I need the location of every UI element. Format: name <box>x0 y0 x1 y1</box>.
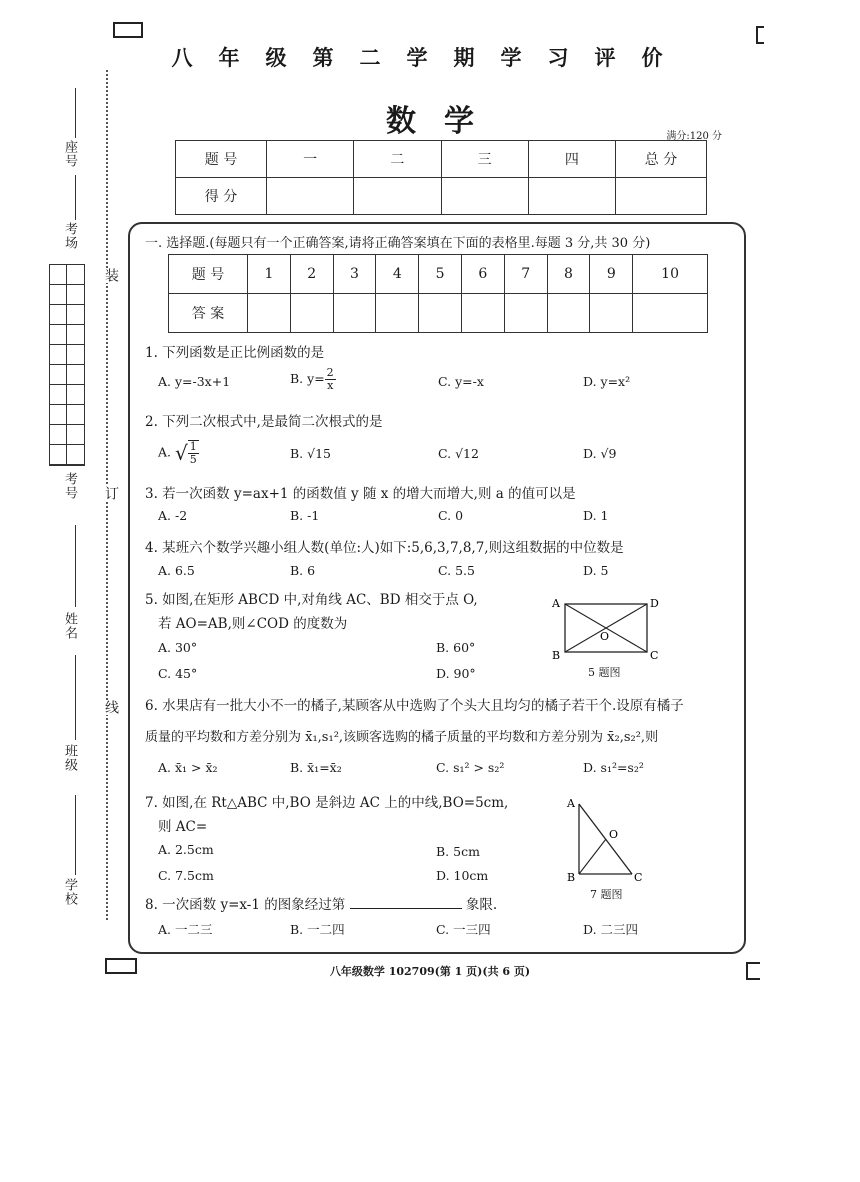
answer-number: 8 <box>547 255 590 294</box>
page-footer: 八年级数学 102709(第 1 页)(共 6 页) <box>329 965 531 978</box>
q4-option-a: A. 6.5 <box>158 563 195 578</box>
q2-option-a-prefix: A. <box>158 444 172 460</box>
answer-cell[interactable] <box>248 294 291 333</box>
q3-option-a: A. -2 <box>158 508 188 523</box>
q5-option-a: A. 30° <box>158 640 198 655</box>
q2-stem: 2. 下列二次根式中,是最简二次根式的是 <box>145 414 383 430</box>
q7-label-a: A <box>567 797 575 810</box>
corner-mark-top-left <box>113 22 143 38</box>
q4-option-c: C. 5.5 <box>438 563 475 578</box>
binding-char-zhuang: 装 <box>103 268 119 283</box>
score-cell[interactable] <box>616 178 707 215</box>
class-label: 班级 <box>62 744 77 772</box>
q8-option-a: A. 一二三 <box>158 922 213 937</box>
q2-option-a: A. √ $\frac{1}{5}$ <box>158 440 197 466</box>
name-label: 姓名 <box>62 612 77 640</box>
binding-char-ding: 订 <box>103 486 119 501</box>
answer-cell[interactable] <box>504 294 547 333</box>
seat-label: 座号 <box>62 140 77 168</box>
answer-cell[interactable] <box>333 294 376 333</box>
q3-option-d: D. 1 <box>583 508 609 523</box>
score-header-2: 二 <box>354 141 441 178</box>
q5-figure-caption: 5 题图 <box>588 666 621 679</box>
score-cell[interactable] <box>441 178 528 215</box>
answer-number: 3 <box>333 255 376 294</box>
q5-label-d: D <box>650 597 659 610</box>
score-cell[interactable] <box>267 178 354 215</box>
answer-number: 4 <box>376 255 419 294</box>
q2-fraction-num: 1 <box>189 440 197 453</box>
q8-answer-blank[interactable] <box>350 896 462 909</box>
q1-option-b-prefix: B. y= <box>290 371 325 386</box>
answer-number: 7 <box>504 255 547 294</box>
score-cell[interactable] <box>354 178 441 215</box>
q7-stem: 7. 如图,在 Rt△ABC 中,BO 是斜边 AC 上的中线,BO=5cm, <box>145 795 509 811</box>
q5-label-a: A <box>552 597 560 610</box>
q2-option-b: B. √15 <box>290 446 332 461</box>
answer-cell[interactable] <box>376 294 419 333</box>
exam-number-label: 考号 <box>62 472 77 500</box>
q7-option-a: A. 2.5cm <box>158 842 214 857</box>
q2-fraction <box>188 440 199 466</box>
q7-triangle-figure <box>562 792 652 886</box>
binding-char-xian: 线 <box>103 700 119 715</box>
q1-fraction-num: 2 <box>326 366 334 379</box>
answer-number: 6 <box>461 255 504 294</box>
room-label: 考场 <box>62 222 77 250</box>
answer-number: 9 <box>590 255 633 294</box>
q8-option-c: C. 一三四 <box>436 922 491 937</box>
q4-option-d: D. 5 <box>583 563 609 578</box>
q5-option-d: D. 90° <box>436 666 476 681</box>
exam-title: 八年级第二学期学习评价 <box>171 45 689 70</box>
q7-option-c: C. 7.5cm <box>158 868 214 883</box>
q7-label-b: B <box>567 871 576 884</box>
q7-label-c: C <box>634 871 643 884</box>
q5-label-c: C <box>650 649 659 662</box>
q5-stem: 5. 如图,在矩形 ABCD 中,对角线 AC、BD 相交于点 O, <box>145 592 478 608</box>
answer-cell[interactable] <box>633 294 708 333</box>
q3-stem: 3. 若一次函数 y=ax+1 的函数值 y 随 x 的增大而增大,则 a 的值可以是 <box>145 486 576 502</box>
q1-stem: 1. 下列函数是正比例函数的是 <box>145 345 325 361</box>
answer-cell[interactable] <box>547 294 590 333</box>
q7-stem-line2: 则 AC= <box>158 819 208 835</box>
q5-option-b: B. 60° <box>436 640 476 655</box>
answer-cell[interactable] <box>590 294 633 333</box>
section1-title: 一. 选择题.(每题只有一个正确答案,请将正确答案填在下面的表格里.每题 3 分,共 30 分) <box>145 236 651 251</box>
q5-stem-line2: 若 AO=AB,则∠COD 的度数为 <box>158 616 348 632</box>
score-row-label: 得 分 <box>176 178 267 215</box>
class-blank <box>75 655 76 740</box>
name-blank <box>75 525 76 607</box>
q8-option-d: D. 二三四 <box>583 922 639 937</box>
q7-option-b: B. 5cm <box>436 844 480 859</box>
school-blank <box>75 795 76 875</box>
full-score: 满分:120 分 <box>666 131 722 142</box>
school-label: 学校 <box>62 878 77 906</box>
answer-header-label: 题 号 <box>169 255 248 294</box>
q4-stem: 4. 某班六个数学兴趣小组人数(单位:人)如下:5,6,3,7,8,7,则这组数据的中位数是 <box>145 540 624 556</box>
q8-option-b: B. 一二四 <box>290 922 345 937</box>
q2-option-c: C. √12 <box>438 446 479 461</box>
exam-number-boxes <box>49 264 85 466</box>
subject-title: 数学 <box>386 104 502 139</box>
answer-number: 1 <box>248 255 291 294</box>
q1-option-a: A. y=-3x+1 <box>158 374 231 389</box>
q6-option-a: A. x̄₁ > x̄₂ <box>158 760 218 775</box>
answer-number: 10 <box>633 255 708 294</box>
score-header-4: 四 <box>528 141 615 178</box>
score-header-3: 三 <box>441 141 528 178</box>
q3-option-c: C. 0 <box>438 508 464 523</box>
q7-option-d: D. 10cm <box>436 868 489 883</box>
score-cell[interactable] <box>528 178 615 215</box>
score-table <box>175 140 707 215</box>
q5-label-b: B <box>552 649 561 662</box>
q6-option-d: D. s₁²=s₂² <box>583 760 644 775</box>
q1-fraction-den: x <box>327 379 334 392</box>
q8-stem-end: 象限. <box>465 897 498 913</box>
answer-number: 2 <box>290 255 333 294</box>
q6-stem-line2: 质量的平均数和方差分别为 x̄₁,s₁²,该顾客选购的橘子质量的平均数和方差分别为 x̄₂,s₂²,则 <box>145 730 659 745</box>
answer-cell[interactable] <box>419 294 462 333</box>
q7-label-o: O <box>609 828 619 841</box>
answer-table <box>168 254 708 333</box>
q6-stem: 6. 水果店有一批大小不一的橘子,某顾客从中选购了个头大且均匀的橘子若干个.设原有橘子 <box>145 698 684 714</box>
q1-fraction <box>325 367 336 392</box>
q1-option-d: D. y=x² <box>583 374 631 389</box>
q6-option-b: B. x̄₁=x̄₂ <box>290 760 342 775</box>
q5-label-o: O <box>600 630 610 643</box>
score-header-1: 一 <box>267 141 354 178</box>
q1-option-c: C. y=-x <box>438 374 484 389</box>
q5-option-c: C. 45° <box>158 666 198 681</box>
q1-option-b <box>290 367 336 392</box>
answer-number: 5 <box>419 255 462 294</box>
q2-option-d: D. √9 <box>583 446 617 461</box>
room-blank <box>75 175 76 220</box>
q8-stem <box>145 893 497 913</box>
q3-option-b: B. -1 <box>290 508 320 523</box>
q2-fraction-den: 5 <box>189 453 197 466</box>
score-header-label: 题 号 <box>176 141 267 178</box>
score-header-total: 总 分 <box>616 141 707 178</box>
answer-cell[interactable] <box>461 294 504 333</box>
q6-option-c: C. s₁² > s₂² <box>436 760 505 775</box>
q8-stem-start: 8. 一次函数 y=x-1 的图象经过第 <box>145 897 346 913</box>
q7-figure-caption: 7 题图 <box>590 888 623 901</box>
q4-option-b: B. 6 <box>290 563 316 578</box>
answer-row-label: 答 案 <box>169 294 248 333</box>
answer-cell[interactable] <box>290 294 333 333</box>
